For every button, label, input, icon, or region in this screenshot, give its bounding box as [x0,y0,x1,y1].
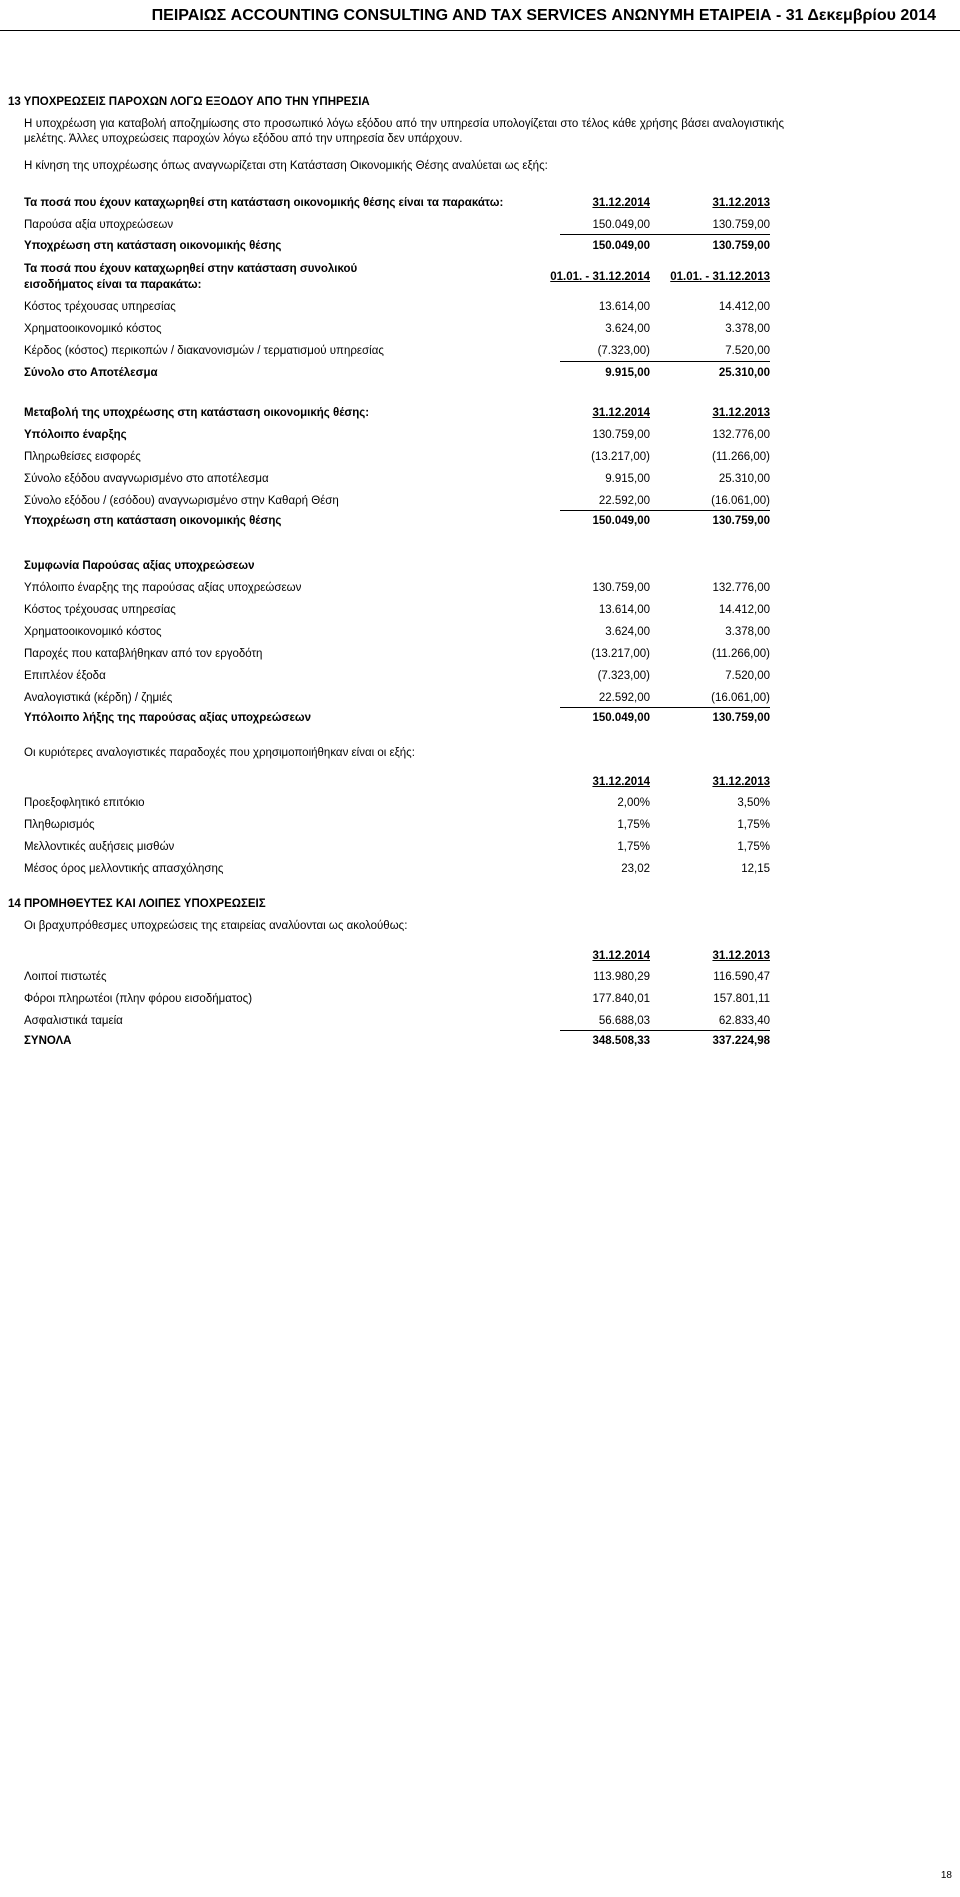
table3-row-value-2014: 22.592,00 [598,495,650,507]
table2-row-value-2014: (7.323,00) [597,345,650,357]
table4-row-value-2014: (13.217,00) [591,648,650,660]
table5-row-label: Μέσος όρος μελλοντικής απασχόλησης [24,863,224,875]
table3-row-value-2014: 130.759,00 [592,429,650,441]
section-13-paragraph-2: Η κίνηση της υποχρέωσης όπως αναγνωρίζεται στη Κατάσταση Οικονομικής Θέσης αναλύεται ως εξής: [24,160,548,172]
table2-row-label: Κέρδος (κόστος) περικοπών / διακανονισμών / τερματισμού υπηρεσίας [24,345,384,357]
table4-row-value-2013: (16.061,00) [711,692,770,704]
table3-row-value-2013: 25.310,00 [718,473,770,485]
table4-row-value-2014: 130.759,00 [592,582,650,594]
table2-row-value-2013: 3.378,00 [725,323,770,335]
table3-row-value-2014: 9.915,00 [605,473,650,485]
table5-intro: Οι κυριότερες αναλογιστικές παραδοχές που χρησιμοποιήθηκαν είναι οι εξής: [24,747,415,759]
table3-total-label: Υποχρέωση στη κατάσταση οικονομικής θέσης [24,515,282,527]
table5-col1-header: 31.12.2014 [592,776,650,788]
table2-total-value-2014: 9.915,00 [605,367,650,379]
table3-row-label: Σύνολο εξόδου / (εσόδου) αναγνωρισμένο στην Καθαρή Θέση [24,495,339,507]
table2-heading-line1: Τα ποσά που έχουν καταχωρηθεί στην κατάσταση συνολικού [24,263,358,275]
table6-row-label: Φόροι πληρωτέοι (πλην φόρου εισοδήματος) [24,993,253,1005]
table4-row-label: Υπόλοιπο έναρξης της παρούσας αξίας υποχρεώσεων [24,582,302,594]
table4-row-value-2013: 14.412,00 [718,604,770,616]
table5-row-label: Προεξοφλητικό επιτόκιο [24,797,145,809]
table4-row-value-2014: 3.624,00 [605,626,650,638]
table3-total-value-2013: 130.759,00 [712,515,770,527]
section-13-title: 13 ΥΠΟΧΡΕΩΣΕΙΣ ΠΑΡΟΧΩΝ ΛΟΓΩ ΕΞΟΔΟΥ ΑΠΟ ΤΗΝ ΥΠΗΡΕΣΙΑ [8,96,370,108]
table3-heading: Μεταβολή της υποχρέωσης στη κατάσταση οικονομικής θέσης: [24,407,370,419]
table5-row-value-2013: 1,75% [737,841,770,853]
table4-row-value-2013: 7.520,00 [725,670,770,682]
table1-total-value-2014: 150.049,00 [592,240,650,252]
table3-row-label: Πληρωθείσες εισφορές [24,451,141,463]
table6-row-value-2013: 62.833,40 [718,1015,770,1027]
table5-row-label: Πληθωρισμός [24,819,95,831]
table3-total-value-2014: 150.049,00 [592,515,650,527]
table2-row-value-2014: 13.614,00 [598,301,650,313]
table3-row-label: Υπόλοιπο έναρξης [24,429,127,441]
table3-row-value-2013: (11.266,00) [712,451,770,463]
table4-row-value-2014: 22.592,00 [598,692,650,704]
table1-row-value-2014: 150.049,00 [592,219,650,231]
document-title: ΠΕΙΡΑΙΩΣ ACCOUNTING CONSULTING AND TAX SERVICES ΑΝΩΝΥΜΗ ΕΤΑΙΡΕΙΑ - 31 Δεκεμβρίου 2014 [151,7,936,24]
table2-row-label: Κόστος τρέχουσας υπηρεσίας [24,301,176,313]
table6-row-label: Λοιποί πιστωτές [24,971,107,983]
table6-row-value-2014: 113.980,29 [593,971,650,983]
table5-row-value-2014: 1,75% [617,841,650,853]
table5-row-value-2013: 1,75% [737,819,770,831]
table2-row-value-2013: 7.520,00 [725,345,770,357]
table4-row-label: Κόστος τρέχουσας υπηρεσίας [24,604,176,616]
table5-row-value-2013: 3,50% [737,797,770,809]
table2-total-line [560,361,770,362]
table5-row-value-2014: 1,75% [617,819,650,831]
table6-row-label: Ασφαλιστικά ταμεία [24,1015,123,1027]
section-13-paragraph-1: Η υποχρέωση για καταβολή αποζημίωσης στο προσωπικό λόγω εξόδου από την υπηρεσία υπολογίζεται στο τέλος κάθε χρήσης βάσει αναλογιστικής μελέτης. Άλλες υποχρεώσεις παροχών λόγω εξόδου από την υπηρεσία δεν υπάρχουν. [24,118,784,145]
table1-total-value-2013: 130.759,00 [712,240,770,252]
table3-col2-header: 31.12.2013 [712,407,770,419]
table4-total-value-2014: 150.049,00 [592,712,650,724]
table4-row-label: Αναλογιστικά (κέρδη) / ζημιές [24,692,173,704]
table1-col1-header: 31.12.2014 [592,197,650,209]
table4-row-label: Χρηματοοικονομικό κόστος [24,626,162,638]
table6-row-value-2014: 177.840,01 [592,993,650,1005]
table4-row-value-2013: 132.776,00 [712,582,770,594]
table3-row-value-2013: 132.776,00 [712,429,770,441]
table3-row-label: Σύνολο εξόδου αναγνωρισμένο στο αποτέλεσμα [24,473,269,485]
table2-row-value-2014: 3.624,00 [605,323,650,335]
table4-row-value-2014: (7.323,00) [597,670,650,682]
table5-col2-header: 31.12.2013 [712,776,770,788]
table2-row-value-2013: 14.412,00 [718,301,770,313]
table6-row-value-2014: 56.688,03 [598,1015,650,1027]
table4-row-value-2013: (11.266,00) [712,648,770,660]
table4-heading: Συμφωνία Παρούσας αξίας υποχρεώσεων [24,560,255,572]
table4-row-label: Παροχές που καταβλήθηκαν από τον εργοδότη [24,648,263,660]
table2-heading-line2: εισοδήματος είναι τα παρακάτω: [24,279,202,291]
table2-total-value-2013: 25.310,00 [718,367,770,379]
section-14-intro: Οι βραχυπρόθεσμες υποχρεώσεις της εταιρείας αναλύονται ως ακολούθως: [24,920,408,932]
table3-total-line [560,510,770,511]
table4-total-value-2013: 130.759,00 [712,712,770,724]
table1-col2-header: 31.12.2013 [712,197,770,209]
table5-row-label: Μελλοντικές αυξήσεις μισθών [24,841,175,853]
table5-row-value-2013: 12,15 [741,863,770,875]
table6-total-label: ΣΥΝΟΛΑ [24,1035,72,1047]
table2-total-label: Σύνολο στο Αποτέλεσμα [24,367,158,379]
table4-total-line [560,707,770,708]
section-14-title: 14 ΠΡΟΜΗΘΕΥΤΕΣ ΚΑΙ ΛΟΙΠΕΣ ΥΠΟΧΡΕΩΣΕΙΣ [8,898,266,910]
page-header [0,0,960,31]
table6-col2-header: 31.12.2013 [712,950,770,962]
table6-row-value-2013: 157.801,11 [713,993,770,1005]
table1-heading: Τα ποσά που έχουν καταχωρηθεί στη κατάσταση οικονομικής θέσης είναι τα παρακάτω: [24,197,504,209]
table6-total-value-2014: 348.508,33 [592,1035,650,1047]
table5-row-value-2014: 2,00% [617,797,650,809]
table2-col1-header: 01.01. - 31.12.2014 [550,271,650,283]
table3-col1-header: 31.12.2014 [592,407,650,419]
table5-row-value-2014: 23,02 [621,863,650,875]
table2-col2-header: 01.01. - 31.12.2013 [670,271,770,283]
table3-row-value-2013: (16.061,00) [711,495,770,507]
table4-row-value-2013: 3.378,00 [725,626,770,638]
table1-row-label: Παρούσα αξία υποχρεώσεων [24,219,174,231]
table1-total-line [560,234,770,235]
table2-row-label: Χρηματοοικονομικό κόστος [24,323,162,335]
table3-row-value-2014: (13.217,00) [591,451,650,463]
table6-row-value-2013: 116.590,47 [713,971,770,983]
table4-total-label: Υπόλοιπο λήξης της παρούσας αξίας υποχρεώσεων [24,712,312,724]
table6-col1-header: 31.12.2014 [592,950,650,962]
table1-total-label: Υποχρέωση στη κατάσταση οικονομικής θέσης [24,240,282,252]
table6-total-value-2013: 337.224,98 [712,1035,770,1047]
table4-row-label: Επιπλέον έξοδα [24,670,106,682]
table4-row-value-2014: 13.614,00 [598,604,650,616]
table1-row-value-2013: 130.759,00 [712,219,770,231]
table6-total-line [560,1030,770,1031]
